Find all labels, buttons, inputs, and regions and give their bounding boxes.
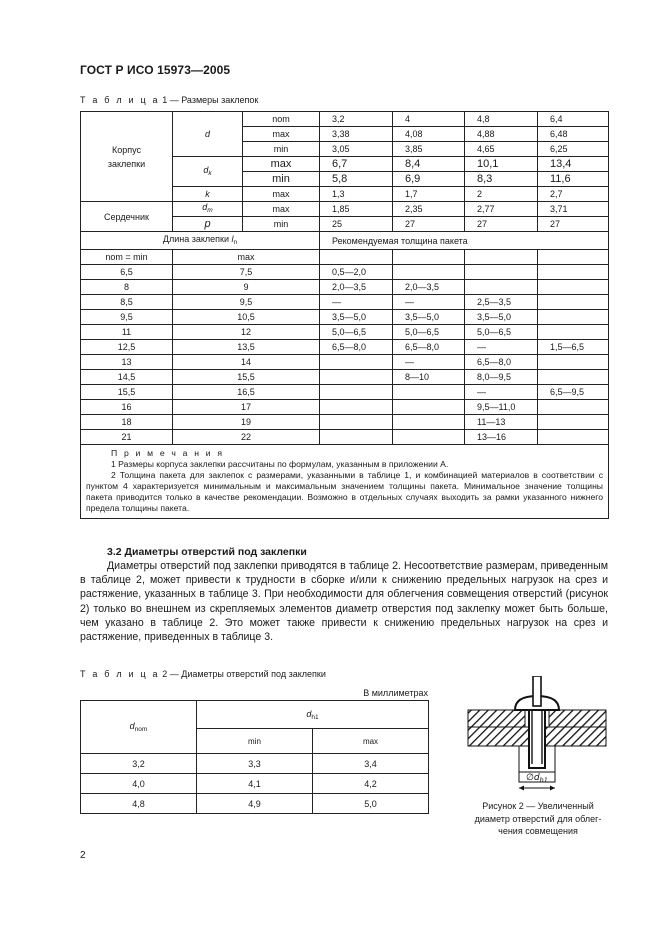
figure2-caption-line-3: чения совмещения <box>498 826 578 836</box>
length-nom-min: 21 <box>81 430 173 445</box>
thickness-cell: 8—10 <box>393 370 465 385</box>
row-label: max <box>243 127 320 142</box>
row-label: min <box>243 142 320 157</box>
thickness-header: Рекомендуемая толщина пакета <box>320 232 609 250</box>
page-number: 2 <box>80 850 86 861</box>
cell: 2,77 <box>465 202 538 217</box>
length-header-symbol: l <box>231 233 234 244</box>
thickness-cell: 0,5—2,0 <box>320 265 393 280</box>
cell <box>393 250 465 265</box>
length-rows <box>81 265 609 445</box>
param-dm-base: d <box>202 202 208 212</box>
thickness-cell: 13—16 <box>465 430 538 445</box>
d-nom-base: d <box>129 721 135 731</box>
thickness-cell: 11—13 <box>465 415 538 430</box>
length-nom-min: 8 <box>81 280 173 295</box>
table-row <box>81 794 429 814</box>
document-header: ГОСТ Р ИСО 15973—2005 <box>80 63 231 77</box>
thickness-cell <box>538 430 609 445</box>
cell: 3,85 <box>393 142 465 157</box>
param-dk-sub: k <box>208 169 212 177</box>
thickness-cell <box>538 310 609 325</box>
length-header-text: Длина заклепки <box>162 233 229 244</box>
cell: 3,71 <box>538 202 609 217</box>
section-paragraph: Диаметры отверстий под заклепки приводятся в таблице 2. Несоответствие размерам, приведенным в таблице 2, может привести к трудности в сборке и/или к снижению предельных нагрузок на срез и растяжение, указанных в таблице 3. При необходимости для облегчения совмещения отверстий (рисунок 2) только во внешнем из скрепляемых элементов диаметр отверстия под заклепку может быть больше, чем указано в таблице 2. Это может также привести к снижению предельных нагрузок на срез и растяжение, приведенных в таблице 3. <box>80 560 608 644</box>
thickness-cell <box>320 430 393 445</box>
cell: 8,3 <box>465 172 538 187</box>
table1-row-d-nom <box>81 112 609 127</box>
col-min-header: min <box>197 729 313 754</box>
thickness-cell <box>538 370 609 385</box>
cell: 1,85 <box>320 202 393 217</box>
length-nom-min: 8,5 <box>81 295 173 310</box>
cell: 2 <box>465 187 538 202</box>
mandrel <box>533 676 541 706</box>
dh1-sub: h1 <box>311 713 319 721</box>
thickness-cell: 3,5—5,0 <box>393 310 465 325</box>
cell: 11,6 <box>538 172 609 187</box>
thickness-cell <box>538 280 609 295</box>
row-label: min <box>243 172 320 187</box>
d-nom-value: 4,0 <box>81 774 197 794</box>
table-row <box>81 340 609 355</box>
table-row <box>81 310 609 325</box>
dh1-max-value: 4,2 <box>313 774 429 794</box>
table-row <box>81 325 609 340</box>
param-dm <box>173 202 243 217</box>
rivet-cross-section-figure <box>462 676 612 798</box>
cell: 2,7 <box>538 187 609 202</box>
table-row <box>81 280 609 295</box>
param-dm-sub: m <box>207 207 213 214</box>
length-max: 19 <box>173 415 320 430</box>
thickness-cell <box>320 370 393 385</box>
cell: 6,25 <box>538 142 609 157</box>
thickness-cell: — <box>393 295 465 310</box>
figure2-caption <box>462 800 614 838</box>
group-label-core: Сердечник <box>81 202 173 232</box>
note-1: 1 Размеры корпуса заклепки рассчитаны по формулам, указанным в приложении А. <box>111 459 449 469</box>
cell: 13,4 <box>538 157 609 172</box>
thickness-cell <box>538 295 609 310</box>
length-max: 12 <box>173 325 320 340</box>
length-max: 13,5 <box>173 340 320 355</box>
length-max: 17 <box>173 400 320 415</box>
group-label-body: Корпус заклепки <box>81 112 173 202</box>
thickness-cell: — <box>393 355 465 370</box>
cell: 3,2 <box>320 112 393 127</box>
param-dk <box>173 157 243 187</box>
table-row <box>81 774 429 794</box>
dh1-min-value: 4,9 <box>197 794 313 814</box>
thickness-cell <box>465 265 538 280</box>
cell <box>320 250 393 265</box>
note-2: 2 Толщина пакета для заклепок с размерами, указанными в таблице 1, и комбинацией материалов в соответствии с пунктом 4 характеризуется минимальным и максимальным значением толщины пакета. Минимальное значение толщины пакета приводится только в качестве рекомендации. Возможно в отдельных случаях выходить за рамки указанного нижнего предела толщины пакета. <box>86 470 603 513</box>
table1-row-dm-max <box>81 202 609 217</box>
table-row <box>81 400 609 415</box>
cell: 5,8 <box>320 172 393 187</box>
cell: 6,48 <box>538 127 609 142</box>
thickness-cell: 2,5—3,5 <box>465 295 538 310</box>
thickness-cell <box>538 355 609 370</box>
cell: 2,35 <box>393 202 465 217</box>
length-nom-min: 13 <box>81 355 173 370</box>
thickness-cell <box>393 400 465 415</box>
hole-diameters-table <box>80 700 429 814</box>
notes-title: П р и м е ч а н и я <box>111 448 225 458</box>
table2-caption-text: 2 — Диаметры отверстий под заклепки <box>162 669 326 679</box>
cell: 25 <box>320 217 393 232</box>
length-nom-min: 6,5 <box>81 265 173 280</box>
cell: 6,4 <box>538 112 609 127</box>
d-nom-value: 3,2 <box>81 754 197 774</box>
length-nom-min: 12,5 <box>81 340 173 355</box>
length-header-sub: n <box>233 238 238 246</box>
cell: 1,7 <box>393 187 465 202</box>
param-dk-base: d <box>203 164 209 175</box>
thickness-cell <box>393 430 465 445</box>
table1-caption <box>80 95 258 105</box>
dimension-label-sub: h1 <box>539 776 548 784</box>
dh1-max-value: 5,0 <box>313 794 429 814</box>
thickness-cell: 2,0—3,5 <box>393 280 465 295</box>
thickness-cell: 3,5—5,0 <box>465 310 538 325</box>
table2-caption <box>80 669 326 679</box>
table2-units: В миллиметрах <box>363 688 428 698</box>
row-label: max <box>243 187 320 202</box>
dh1-min-value: 3,3 <box>197 754 313 774</box>
length-max: 7,5 <box>173 265 320 280</box>
table2-caption-label: Т а б л и ц а <box>80 669 160 679</box>
thickness-cell <box>393 385 465 400</box>
length-nom-min: 15,5 <box>81 385 173 400</box>
thickness-cell: — <box>320 295 393 310</box>
table1-caption-label: Т а б л и ц а <box>80 95 160 105</box>
length-nom-min: 11 <box>81 325 173 340</box>
param-p: p <box>173 217 243 232</box>
table1-subheader-row <box>81 250 609 265</box>
table-row <box>81 430 609 445</box>
table-row <box>81 370 609 385</box>
cell: 4,65 <box>465 142 538 157</box>
thickness-cell: 5,0—6,5 <box>465 325 538 340</box>
length-nom-min: 16 <box>81 400 173 415</box>
thickness-cell <box>538 265 609 280</box>
row-label: nom <box>243 112 320 127</box>
cell <box>465 250 538 265</box>
thickness-cell: 6,5—8,0 <box>320 340 393 355</box>
table2-header-row <box>81 701 429 729</box>
thickness-cell: 6,5—8,0 <box>393 340 465 355</box>
table1-caption-text: 1 — Размеры заклепок <box>162 95 259 105</box>
cell: 4,08 <box>393 127 465 142</box>
table2-rows <box>81 754 429 814</box>
cell: 4,8 <box>465 112 538 127</box>
cell: 10,1 <box>465 157 538 172</box>
table1-length-header-row <box>81 232 609 250</box>
d-nom-value: 4,8 <box>81 794 197 814</box>
d-nom-sub: nom <box>134 726 148 733</box>
cell: 27 <box>465 217 538 232</box>
rivet-body <box>529 710 545 768</box>
cell: 8,4 <box>393 157 465 172</box>
rivet-dimensions-table <box>80 111 609 519</box>
section-heading: 3.2 Диаметры отверстий под заклепки <box>107 546 307 558</box>
length-max: 15,5 <box>173 370 320 385</box>
length-nom-min: 18 <box>81 415 173 430</box>
table-row <box>81 265 609 280</box>
param-d: d <box>173 112 243 157</box>
length-nom-min: 14,5 <box>81 370 173 385</box>
thickness-cell <box>320 355 393 370</box>
col-max-header: max <box>313 729 429 754</box>
row-label: min <box>243 217 320 232</box>
table-row <box>81 415 609 430</box>
thickness-cell: 3,5—5,0 <box>320 310 393 325</box>
col-dh1-header <box>197 701 429 729</box>
thickness-cell: 5,0—6,5 <box>393 325 465 340</box>
thickness-cell <box>538 415 609 430</box>
length-max: 16,5 <box>173 385 320 400</box>
param-k: k <box>173 187 243 202</box>
cell <box>538 250 609 265</box>
length-header <box>81 232 320 250</box>
length-max: 22 <box>173 430 320 445</box>
dimension-label-base: ∅d <box>526 773 540 783</box>
table-row <box>81 385 609 400</box>
table-row <box>81 295 609 310</box>
thickness-cell <box>320 415 393 430</box>
thickness-cell: 5,0—6,5 <box>320 325 393 340</box>
thickness-cell <box>320 385 393 400</box>
figure2-caption-line-1: Рисунок 2 — Увеличенный <box>482 801 594 811</box>
thickness-cell: — <box>465 385 538 400</box>
dh1-max-value: 3,4 <box>313 754 429 774</box>
thickness-cell <box>538 325 609 340</box>
col-d-nom-header <box>81 701 197 754</box>
thickness-cell: 8,0—9,5 <box>465 370 538 385</box>
cell: 1,3 <box>320 187 393 202</box>
cell: 6,9 <box>393 172 465 187</box>
table1-notes <box>81 445 609 519</box>
thickness-cell <box>393 415 465 430</box>
cell: 27 <box>538 217 609 232</box>
thickness-cell <box>465 280 538 295</box>
col-max-header: max <box>173 250 320 265</box>
cell: 6,7 <box>320 157 393 172</box>
table1-notes-row <box>81 445 609 519</box>
thickness-cell: 9,5—11,0 <box>465 400 538 415</box>
col-nom-min-header: nom = min <box>81 250 173 265</box>
thickness-cell: — <box>465 340 538 355</box>
thickness-cell <box>393 265 465 280</box>
row-label: max <box>243 157 320 172</box>
cell: 3,38 <box>320 127 393 142</box>
thickness-cell: 6,5—8,0 <box>465 355 538 370</box>
thickness-cell <box>538 400 609 415</box>
cell: 4 <box>393 112 465 127</box>
thickness-cell <box>320 400 393 415</box>
thickness-cell: 1,5—6,5 <box>538 340 609 355</box>
cell: 4,88 <box>465 127 538 142</box>
table-row <box>81 754 429 774</box>
length-max: 10,5 <box>173 310 320 325</box>
cell: 27 <box>393 217 465 232</box>
length-max: 9,5 <box>173 295 320 310</box>
length-nom-min: 9,5 <box>81 310 173 325</box>
table-row <box>81 355 609 370</box>
figure2-caption-line-2: диаметр отверстий для облег- <box>474 813 602 824</box>
thickness-cell: 2,0—3,5 <box>320 280 393 295</box>
cell: 3,05 <box>320 142 393 157</box>
row-label: max <box>243 202 320 217</box>
length-max: 9 <box>173 280 320 295</box>
length-max: 14 <box>173 355 320 370</box>
dh1-base: d <box>306 708 312 719</box>
thickness-cell: 6,5—9,5 <box>538 385 609 400</box>
dh1-min-value: 4,1 <box>197 774 313 794</box>
